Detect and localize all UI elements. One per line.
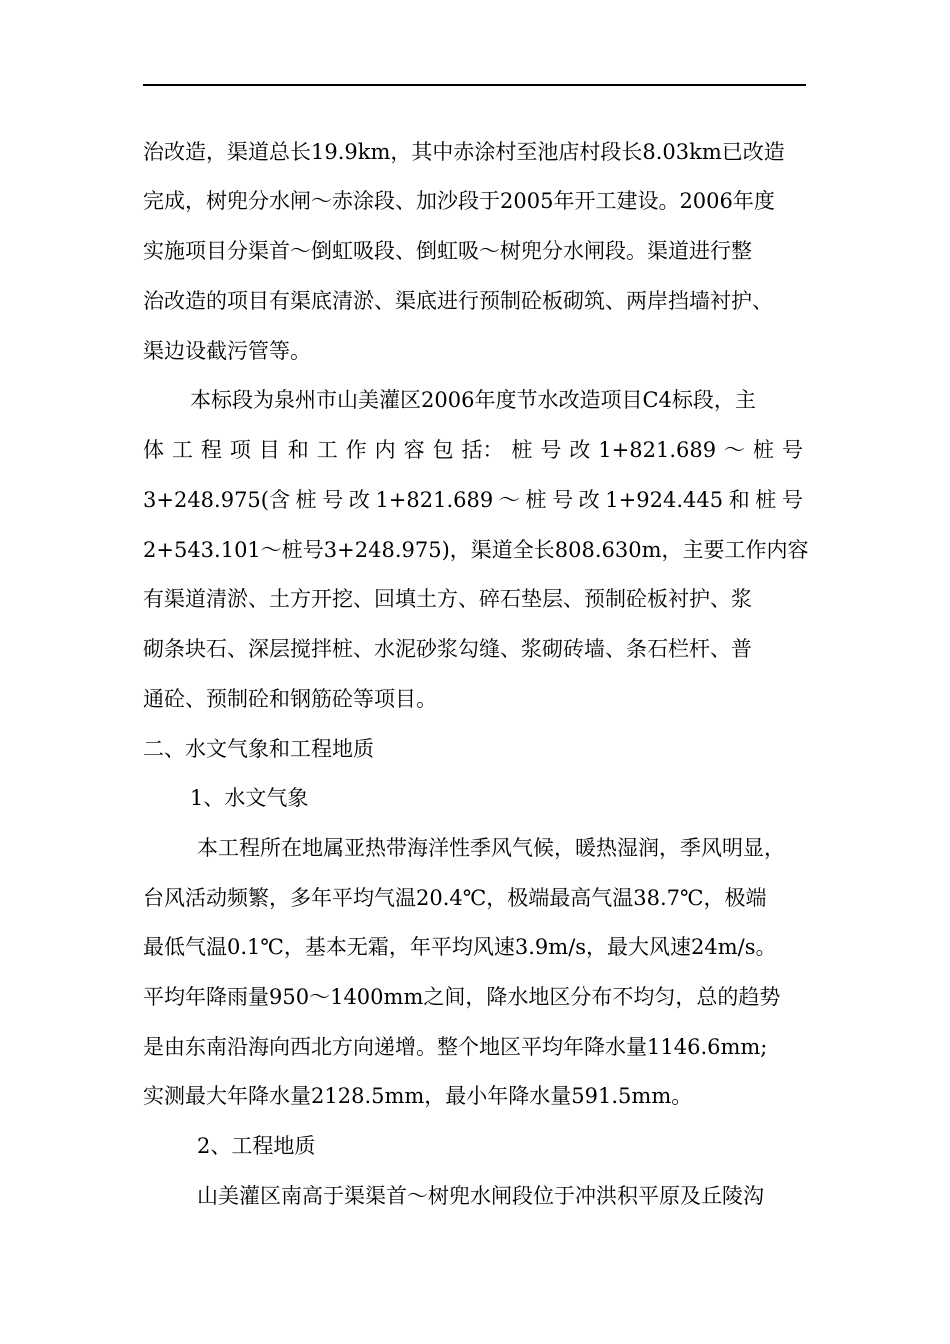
- spaced-word: 体: [143, 438, 164, 462]
- spaced-word: 项: [229, 438, 251, 462]
- text-line: 是由东南沿海向西北方向递增。整个地区平均年降水量1146.6mm;: [143, 1035, 768, 1059]
- spaced-word: 1+821.689: [375, 488, 494, 512]
- spaced-word: 桩: [525, 488, 547, 512]
- text-line: 实测最大年降水量2128.5mm，最小年降水量591.5mm。: [143, 1084, 693, 1108]
- spaced-word: 括：: [461, 438, 504, 462]
- spaced-word: 目: [258, 438, 280, 462]
- text-line: 2+543.101～桩号3+248.975)，渠道全长808.630m，主要工作内容: [143, 538, 809, 562]
- paragraph-first-line: 本标段为泉州市山美灌区2006年度节水改造项目C4标段，主: [190, 388, 756, 412]
- spaced-word: 作: [345, 438, 367, 462]
- section-heading: 二、水文气象和工程地质: [143, 737, 374, 761]
- text-line: 完成，树兜分水闸～赤涂段、加沙段于2005年开工建设。2006年度: [143, 189, 775, 213]
- spaced-word: 号: [540, 438, 562, 462]
- spaced-word: 改: [578, 488, 600, 512]
- spaced-word: ～: [498, 488, 520, 512]
- paragraph-first-line: 山美灌区南高于渠渠首～树兜水闸段位于冲洪积平原及丘陵沟: [197, 1184, 764, 1208]
- spaced-word: 容: [403, 438, 425, 462]
- subsection-heading: 2、工程地质: [197, 1134, 316, 1158]
- spaced-line: [143, 435, 803, 465]
- spaced-line: [143, 485, 803, 515]
- spaced-word: 桩: [753, 438, 774, 462]
- spaced-word: 和: [728, 488, 750, 512]
- spaced-word: ～: [724, 438, 746, 462]
- spaced-word: 和: [287, 438, 309, 462]
- text-line: 有渠道清淤、土方开挖、回填土方、碎石垫层、预制砼板衬护、浆: [143, 587, 752, 611]
- header-rule: [143, 84, 806, 86]
- spaced-word: 桩: [755, 488, 777, 512]
- text-line: 砌条块石、深层搅拌桩、水泥砂浆勾缝、浆砌砖墙、条石栏杆、普: [143, 637, 752, 661]
- text-line: 通砼、预制砼和钢筋砼等项目。: [143, 687, 437, 711]
- subsection-heading: 1、水文气象: [190, 786, 309, 810]
- spaced-word: 工: [316, 438, 338, 462]
- spaced-word: 号: [781, 438, 803, 462]
- spaced-word: 桩: [511, 438, 533, 462]
- text-line: 渠边设截污管等。: [143, 339, 311, 363]
- spaced-word: 1+821.689: [598, 438, 717, 462]
- text-line: 治改造，渠道总长19.9km，其中赤涂村至池店村段长8.03km已改造: [143, 140, 785, 164]
- spaced-word: 内: [374, 438, 396, 462]
- spaced-word: 程: [200, 438, 222, 462]
- text-line: 治改造的项目有渠底清淤、渠底进行预制砼板砌筑、两岸挡墙衬护、: [143, 289, 773, 313]
- text-line: 最低气温0.1℃，基本无霜，年平均风速3.9m/s，最大风速24m/s。: [143, 935, 777, 959]
- spaced-word: 工: [171, 438, 193, 462]
- text-line: 实施项目分渠首～倒虹吸段、倒虹吸～树兜分水闸段。渠道进行整: [143, 239, 752, 263]
- text-line: 台风活动频繁，多年平均气温20.4℃，极端最高气温38.7℃，极端: [143, 886, 767, 910]
- paragraph-first-line: 本工程所在地属亚热带海洋性季风气候，暖热湿润，季风明显，: [197, 836, 785, 860]
- spaced-word: 1+924.445: [605, 488, 724, 512]
- spaced-word: 号: [552, 488, 574, 512]
- spaced-word: 3+248.975(含: [143, 488, 290, 512]
- spaced-word: 改: [569, 438, 591, 462]
- text-line: 平均年降雨量950～1400mm之间，降水地区分布不均匀，总的趋势: [143, 985, 781, 1009]
- spaced-word: 包: [432, 438, 454, 462]
- spaced-word: 改: [348, 488, 370, 512]
- spaced-word: 号: [781, 488, 803, 512]
- spaced-word: 桩: [295, 488, 317, 512]
- spaced-word: 号: [322, 488, 344, 512]
